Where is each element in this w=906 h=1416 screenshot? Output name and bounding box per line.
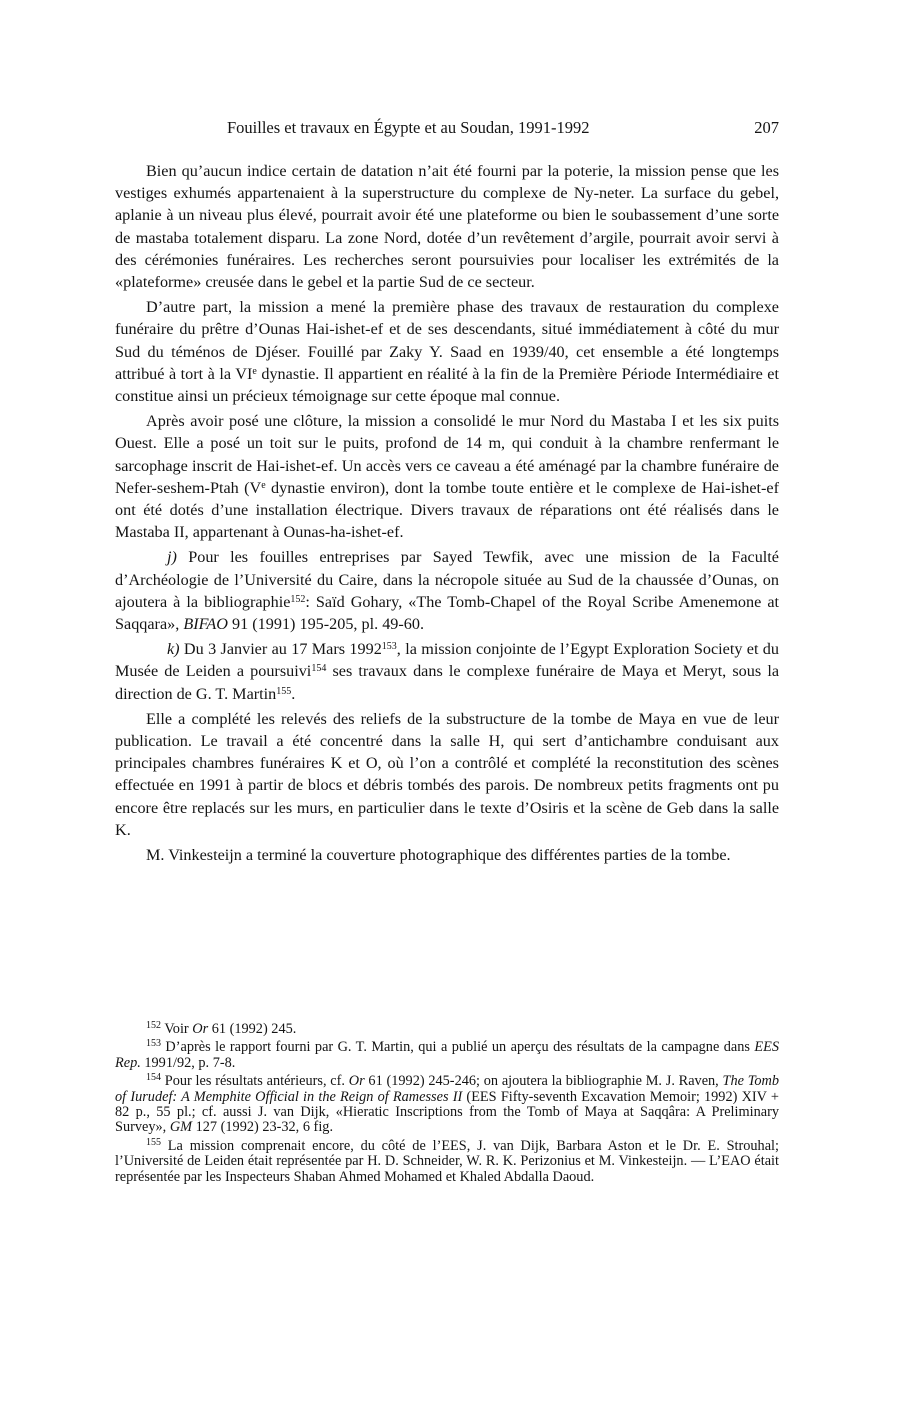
footnote-text: D’après le rapport fourni par G. T. Martin, qui a publié un aperçu des résultats de la campagne dans <box>161 1039 755 1056</box>
running-title: Fouilles et travaux en Égypte et au Soudan, 1991-1992 <box>227 118 590 137</box>
superscript-e: e <box>252 365 257 377</box>
paragraph-6 <box>115 708 779 841</box>
paragraph-3-text-b: dynastie environ), dont la tombe toute entière et le complexe de Hai-ishet-ef ont été dotés d’une installation électrique. Divers travaux de réparations ont été réalisés dans le Mastaba II, appartenant à Ounas-ha-ishet-ef. <box>115 478 780 542</box>
footnote-number: 155 <box>146 1136 161 1148</box>
paragraph-4 <box>115 546 779 635</box>
paragraph-4-text-a: Pour les fouilles entreprises par Sayed Tewfik, avec une mission de la Faculté d’Archéologie de l’Université du Caire, dans la nécropole située au Sud de la chaussée d’Ounas, on ajoutera à la bibliographie <box>115 548 779 611</box>
footnotes <box>115 1022 779 1188</box>
journal-title: Or <box>192 1021 209 1037</box>
paragraph-4-text-b: : Saïd Gohary, «The Tomb-Chapel of the Royal Scribe Amenemone at Saqqara», <box>115 592 779 634</box>
footnote-text: 127 (1992) 23-32, 6 fig. <box>192 1119 334 1136</box>
section-label-k: k) <box>167 640 180 659</box>
journal-title: EES Rep. <box>115 1039 779 1071</box>
paragraph-1-text: Bien qu’aucun indice certain de datation n’ait été fourni par la poterie, la mission pense que les vestiges exhumés appartenaient à la superstructure du complexe de Ny-neter. La surface du gebel, aplanie à un niveau plus élevé, pourrait avoir été une plateforme ou bien le soubassement d’une sorte de mastaba totalement disparu. La zone Nord, dotée d’un revêtement d’argile, pourrait avoir servi à des cérémonies funéraires. Les recherches seront poursuivies pour localiser les extrémités de la «plateforme» creusée dans le gebel et la partie Sud de ce secteur. <box>115 162 779 292</box>
footnote-155 <box>115 1136 779 1185</box>
journal-title: BIFAO <box>183 615 228 634</box>
paragraph-5 <box>115 638 779 705</box>
paragraph-2-text-b: dynastie. Il appartient en réalité à la fin de la Première Période Intermédiaire et constitue ainsi un précieux témoignage sur cette époque mal connue. <box>115 364 779 406</box>
paragraph-5-text-b: , la mission conjointe de l’Egypt Exploration Society et du Musée de Leiden a poursuivi <box>115 640 779 681</box>
footnote-text: La mission comprenait encore, du côté de l’EES, J. van Dijk, Barbara Aston et le Dr. E. Strouhal; l’Université de Leiden était représentée par H. D. Schneider, W. R. K. Perizonius et M. Vinkesteijn. — L’EAO était représentée par les Inspecteurs Shaban Ahmed Mohamed et Khaled Abdalla Daoud. <box>115 1137 779 1185</box>
paragraph-7-text: M. Vinkesteijn a terminé la couverture photographique des différentes parties de la tombe. <box>146 846 731 865</box>
body-text <box>115 160 779 869</box>
footnote-number: 152 <box>146 1020 161 1031</box>
footnote-text: 1991/92, p. 7-8. <box>140 1054 236 1071</box>
superscript-e: e <box>261 479 266 491</box>
footnote-154 <box>115 1074 779 1136</box>
footnote-text: Voir <box>161 1021 193 1037</box>
journal-title: Or <box>348 1073 365 1090</box>
footnote-text: Pour les résultats antérieurs, cf. <box>161 1073 349 1090</box>
paragraph-1 <box>115 160 779 293</box>
journal-title: GM <box>169 1119 193 1136</box>
paragraph-2 <box>115 296 779 407</box>
paragraph-3 <box>115 410 779 543</box>
paragraph-5-text-a: Du 3 Janvier au 17 Mars 1992 <box>179 640 382 659</box>
footnote-text: 61 (1992) 245-246; on ajoutera la bibliographie M. J. Raven, <box>364 1073 723 1090</box>
footnote-153 <box>115 1040 779 1071</box>
footnote-ref-152[interactable]: 152 <box>290 593 306 605</box>
paragraph-5-text-d: . <box>291 684 296 703</box>
paragraph-4-text-c: 91 (1991) 195-205, pl. 49-60. <box>228 615 425 634</box>
paragraph-2-text-a: D’autre part, la mission a mené la première phase des travaux de restauration du complexe funéraire du prêtre d’Ounas Hai-ishet-ef et de ses descendants, situé immédiatement à côté du mur Sud du téménos de Djéser. Fouillé par Zaky Y. Saad en 1939/40, cet ensemble a été longtemps attribué à tort à la VI <box>115 298 779 383</box>
paragraph-7 <box>115 844 779 866</box>
footnote-152 <box>115 1022 779 1037</box>
paragraph-6-text: Elle a complété les relevés des reliefs de la substructure de la tombe de Maya en vue de leur publication. Le travail a été concentré dans la salle H, qui sert d’antichambre conduisant aux principales chambres funéraires K et O, où l’on a contrôlé et complété la reconstitution des scènes effectuée en 1991 à partir de blocs et débris tombés des parois. De nombreux petits fragments ont pu encore être replacés sur les murs, en particulier dans le texte d’Osiris et la scène de Geb dans la salle K. <box>115 709 779 839</box>
book-title: The Tomb of Iurudef: A Memphite Official in the Reign of Ramesses II <box>115 1073 780 1105</box>
footnote-ref-154[interactable]: 154 <box>311 663 327 675</box>
footnote-number: 154 <box>146 1072 161 1084</box>
running-header <box>139 118 779 140</box>
footnote-ref-155[interactable]: 155 <box>276 685 292 697</box>
paragraph-5-text-c: ses travaux dans le complexe funéraire de Maya et Meryt, sous la direction de G. T. Martin <box>115 662 779 703</box>
section-label-j: j) <box>167 548 177 567</box>
footnote-ref-153[interactable]: 153 <box>381 641 397 653</box>
footnote-number: 153 <box>146 1038 161 1050</box>
paragraph-3-text-a: Après avoir posé une clôture, la mission a consolidé le mur Nord du Mastaba I et les six puits Ouest. Elle a posé un toit sur le puits, profond de 14 m, qui conduit à la chambre renfermant le sarcophage inscrit de Hai-ishet-ef. Un accès vers ce caveau a été aménagé par la chambre funéraire de Nefer-seshem-Ptah (V <box>115 412 779 497</box>
footnote-text: 61 (1992) 245. <box>208 1021 297 1037</box>
footnote-text: (EES Fifty-seventh Excavation Memoir; 1992) XIV + 82 p., 55 pl.; cf. aussi J. van Dijk, «Hieratic Inscriptions from the Tomb of Maya at Saqqâra: A Preliminary Survey», <box>115 1088 779 1136</box>
page-number: 207 <box>754 118 779 137</box>
